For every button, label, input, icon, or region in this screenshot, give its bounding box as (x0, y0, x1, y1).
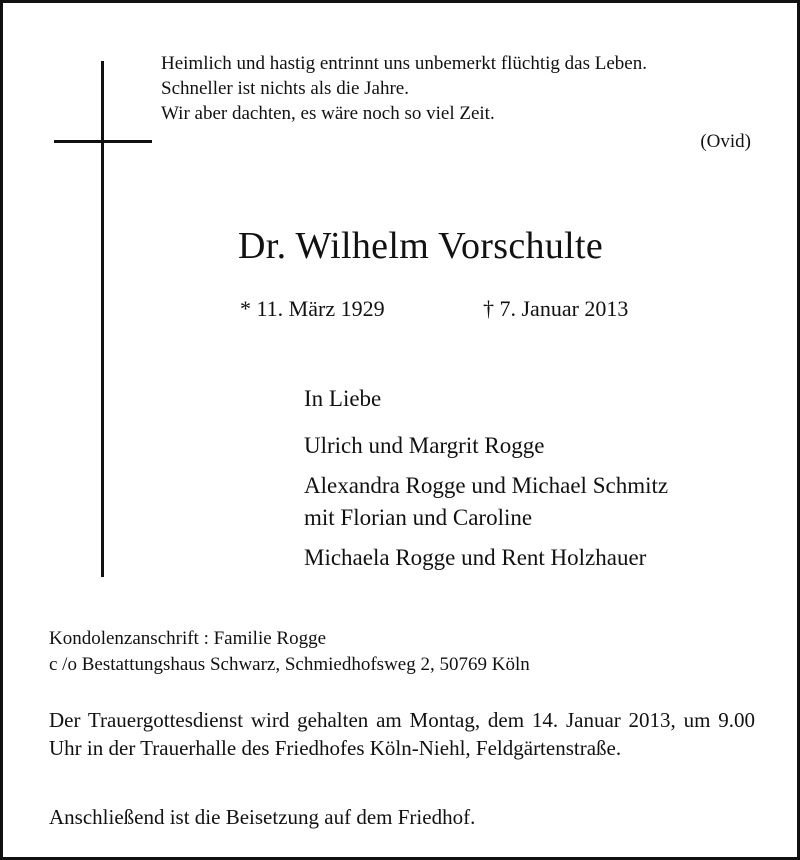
death-date: † 7. Januar 2013 (483, 296, 629, 321)
poem-line: Heimlich und hastig entrinnt uns unbemerkt flüchtig das Leben. (161, 53, 647, 74)
deceased-name: Dr. Wilhelm Vorschulte (238, 225, 604, 267)
poem-author: (Ovid) (700, 131, 751, 152)
poem-line: Wir aber dachten, es wäre noch so viel Zeit. (161, 103, 495, 124)
mourners-intro: In Liebe (304, 386, 382, 411)
condolence-line: Kondolenzanschrift : Familie Rogge (49, 628, 327, 649)
mourners-list (304, 383, 774, 582)
mourner-group (304, 542, 774, 574)
mourner-line: Michaela Rogge und Rent Holzhauer (304, 545, 647, 570)
poem-line: Schneller ist nichts als die Jahre. (161, 78, 409, 99)
birth-date: * 11. März 1929 (240, 296, 385, 321)
condolence-line: c /o Bestattungshaus Schwarz, Schmiedhofsweg 2, 50769 Köln (49, 654, 530, 675)
condolence-address (49, 626, 530, 678)
mourner-line: mit Florian und Caroline (304, 505, 533, 530)
poem-quote (161, 51, 761, 126)
mourner-group (304, 470, 774, 534)
burial-info: Anschließend ist die Beisetzung auf dem Friedhof. (49, 805, 476, 829)
service-info (49, 706, 755, 762)
cross-vertical-bar (101, 61, 104, 577)
mourner-line: Alexandra Rogge und Michael Schmitz (304, 473, 669, 498)
cross-horizontal-bar (54, 140, 152, 143)
mourner-group (304, 430, 774, 462)
mourner-line: Ulrich und Margrit Rogge (304, 433, 545, 458)
service-text: Der Trauergottesdienst wird gehalten am Montag, dem 14. Januar 2013, um 9.00 Uhr in der Trauerhalle des Friedhofes Köln-Niehl, Feldgärtenstraße. (49, 708, 755, 760)
